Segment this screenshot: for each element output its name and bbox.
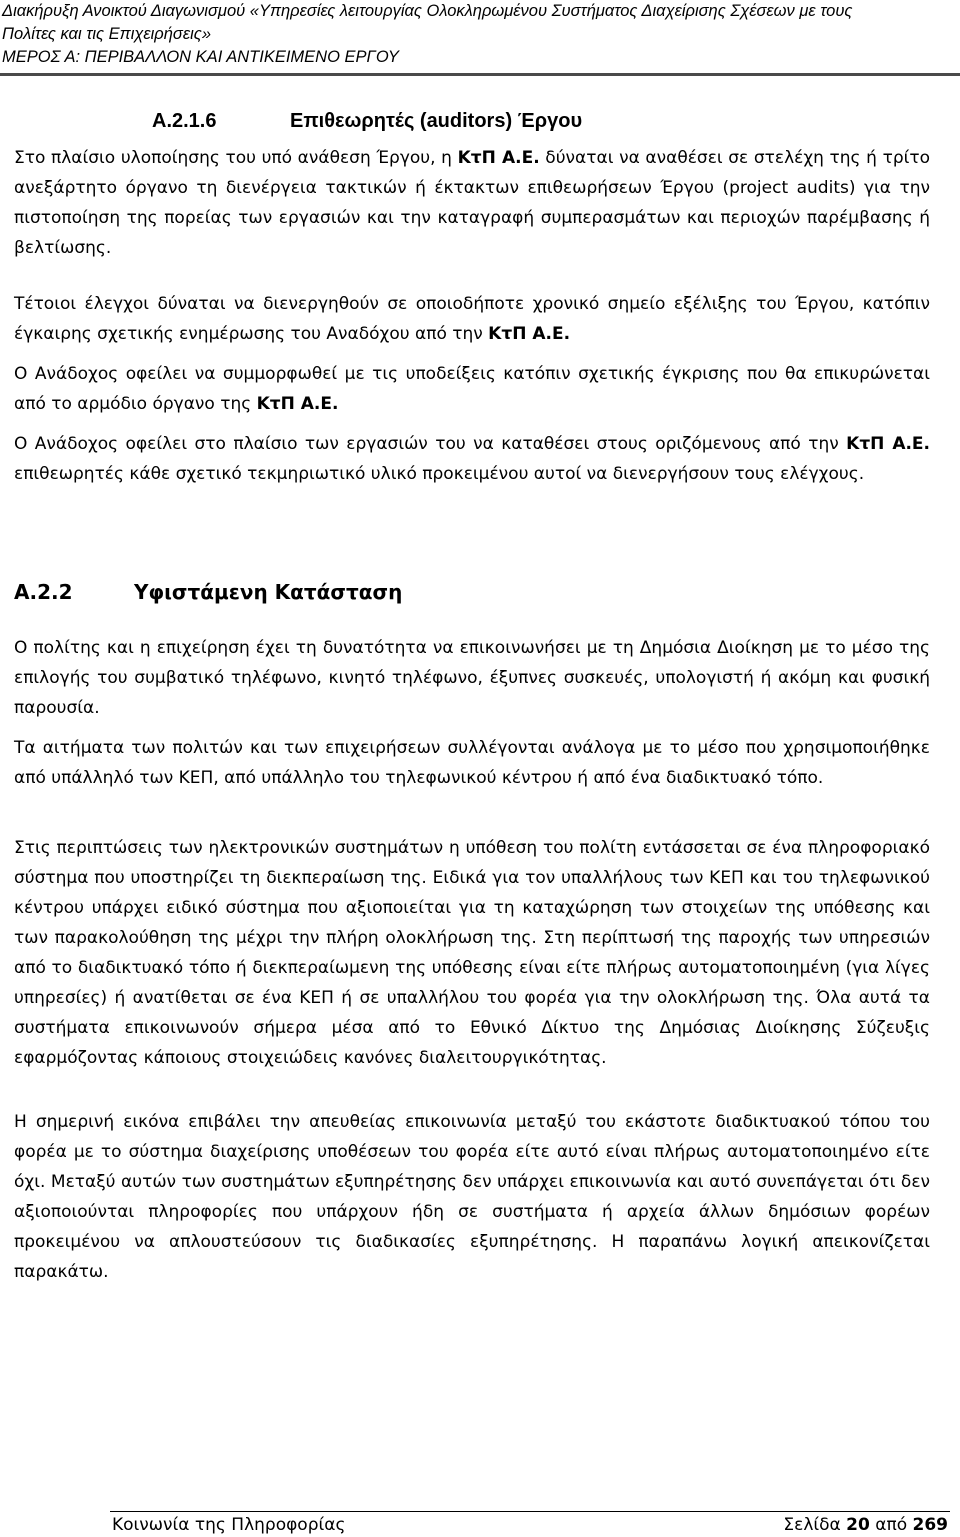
footer-rule xyxy=(110,1511,950,1512)
section-title-current-state: Υφιστάμενη Κατάσταση xyxy=(134,580,403,604)
section-number-a22: Α.2.2 xyxy=(14,580,73,604)
paragraph-communication-channels: Ο πολίτης και η επιχείρηση έχει τη δυνατότητα να επικοινωνήσει με τη Δημόσια Διοίκηση με το μέσο της επιλογής του συμβατικό τηλέφωνο, κινητό τηλέφωνο, έξυπνες συσκευές, υπολογιστή ή ακόμη και φυσική παρουσία. xyxy=(14,638,930,718)
section-title-auditors: Επιθεωρητές (auditors) Έργου xyxy=(290,110,583,132)
paragraph-requests-collection: Τα αιτήματα των πολιτών και των επιχειρήσεων συλλέγονται ανάλογα με το μέσο που χρησιμοποιήθηκε από υπάλληλό των ΚΕΠ, από υπάλληλο του τηλεφωνικού κέντρου ή από ένα διαδικτυακό τόπο. xyxy=(14,738,930,788)
page-header xyxy=(2,0,952,69)
section-number-a216: Α.2.1.6 xyxy=(152,110,217,132)
paragraph-auditors-intro: Στο πλαίσιο υλοποίησης του υπό ανάθεση Έργου, η ΚτΠ Α.Ε. δύναται να αναθέσει σε στελέχη της ή τρίτο ανεξάρτητο όργανο τη διενέργεια τακτικών ή έκτακτων επιθεωρήσεων Έργου (project audits) για την πιστοποίηση της πορείας των εργασιών και την καταγραφή συμπερασμάτων και περιοχών παρέμβασης ή βελτίωσης. xyxy=(14,148,930,258)
header-line-2: Πολίτες και τις Επιχειρήσεις» xyxy=(2,25,211,43)
paragraph-audit-timing: Τέτοιοι έλεγχοι δύναται να διενεργηθούν σε οποιοδήποτε χρονικό σημείο εξέλιξης του Έργου, κατόπιν έγκαιρης σχετικής ενημέρωσης του Αναδόχου από την ΚτΠ Α.Ε. xyxy=(14,294,930,344)
header-line-3: ΜΕΡΟΣ Α: ΠΕΡΙΒΑΛΛΟΝ ΚΑΙ ΑΝΤΙΚΕΙΜΕΝΟ ΕΡΓΟΥ xyxy=(2,48,399,66)
paragraph-current-picture: Η σημερινή εικόνα επιβάλει την απευθείας επικοινωνία μεταξύ του εκάστοτε διαδικτυακού τόπου του φορέα με το σύστημα διαχείρισης υποθέσεων του φορέα είτε αυτό είναι πλήρως αυτοματοποιημένο είτε όχι. Μεταξύ αυτών των συστημάτων εξυπηρέτησης δεν υπάρχει επικοινωνία και αυτό συνεπάγεται ότι δεν αξιοποιούνται πληροφορίες που υπάρχουν ήδη σε συστήματα ή αρχεία άλλων δημόσιων φορέων προκειμένου να απλουστεύσουν τις διαδικασίες εξυπηρέτησης. Η παραπάνω λογική απεικονίζεται παρακάτω. xyxy=(14,1112,930,1282)
footer-page-indicator: Σελίδα 20 από 269 xyxy=(783,1515,948,1535)
paragraph-electronic-systems: Στις περιπτώσεις των ηλεκτρονικών συστημάτων η υπόθεση του πολίτη εντάσσεται σε ένα πληροφοριακό σύστημα που υποστηρίζει τη διεκπεραίωση της. Ειδικά για τον υπαλλήλους των ΚΕΠ και του τηλεφωνικού κέντρου υπάρχει ειδικό σύστημα που αξιοποιείται για τη καταχώρηση των στοιχείων της υπόθεσης και των παρακολούθηση της μέχρι την πλήρη ολοκλήρωση της. Στη περίπτωσή της παροχής των υπηρεσιών από το διαδικτυακό τόπο ή διεκπεραίωμενη της υπόθεσης είναι είτε πλήρως αυτοματοποιημένη (για λίγες υπηρεσίες) ή ανατίθεται σε ένα ΚΕΠ ή σε υπαλλήλου του φορέα για την ολοκλήρωση της. Όλα αυτά τα συστήματα επικοινωνούν σήμερα μέσα από το Εθνικό Δίκτυο της Δημόσιας Διοίκησης Σύζευξις εφαρμόζοντας κάποιους στοιχειώδεις κανόνες διαλειτουργικότητας. xyxy=(14,838,930,1068)
header-rule xyxy=(0,73,960,76)
footer-organization: Κοινωνία της Πληροφορίας xyxy=(112,1515,346,1535)
header-line-1: Διακήρυξη Ανοικτού Διαγωνισμού «Υπηρεσίες λειτουργίας Ολοκληρωμένου Συστήματος Διαχείρισης Σχέσεων με τους xyxy=(2,2,853,20)
paragraph-compliance: Ο Ανάδοχος οφείλει να συμμορφωθεί με τις υποδείξεις κατόπιν σχετικής έγκρισης που θα επικυρώνεται από το αρμόδιο όργανο της ΚτΠ Α.Ε. xyxy=(14,364,930,414)
paragraph-documentation: Ο Ανάδοχος οφείλει στο πλαίσιο των εργασιών του να καταθέσει στους οριζόμενους από την ΚτΠ Α.Ε. επιθεωρητές κάθε σχετικό τεκμηριωτικό υλικό προκειμένου αυτοί να διενεργήσουν τους ελέγχους. xyxy=(14,434,931,484)
